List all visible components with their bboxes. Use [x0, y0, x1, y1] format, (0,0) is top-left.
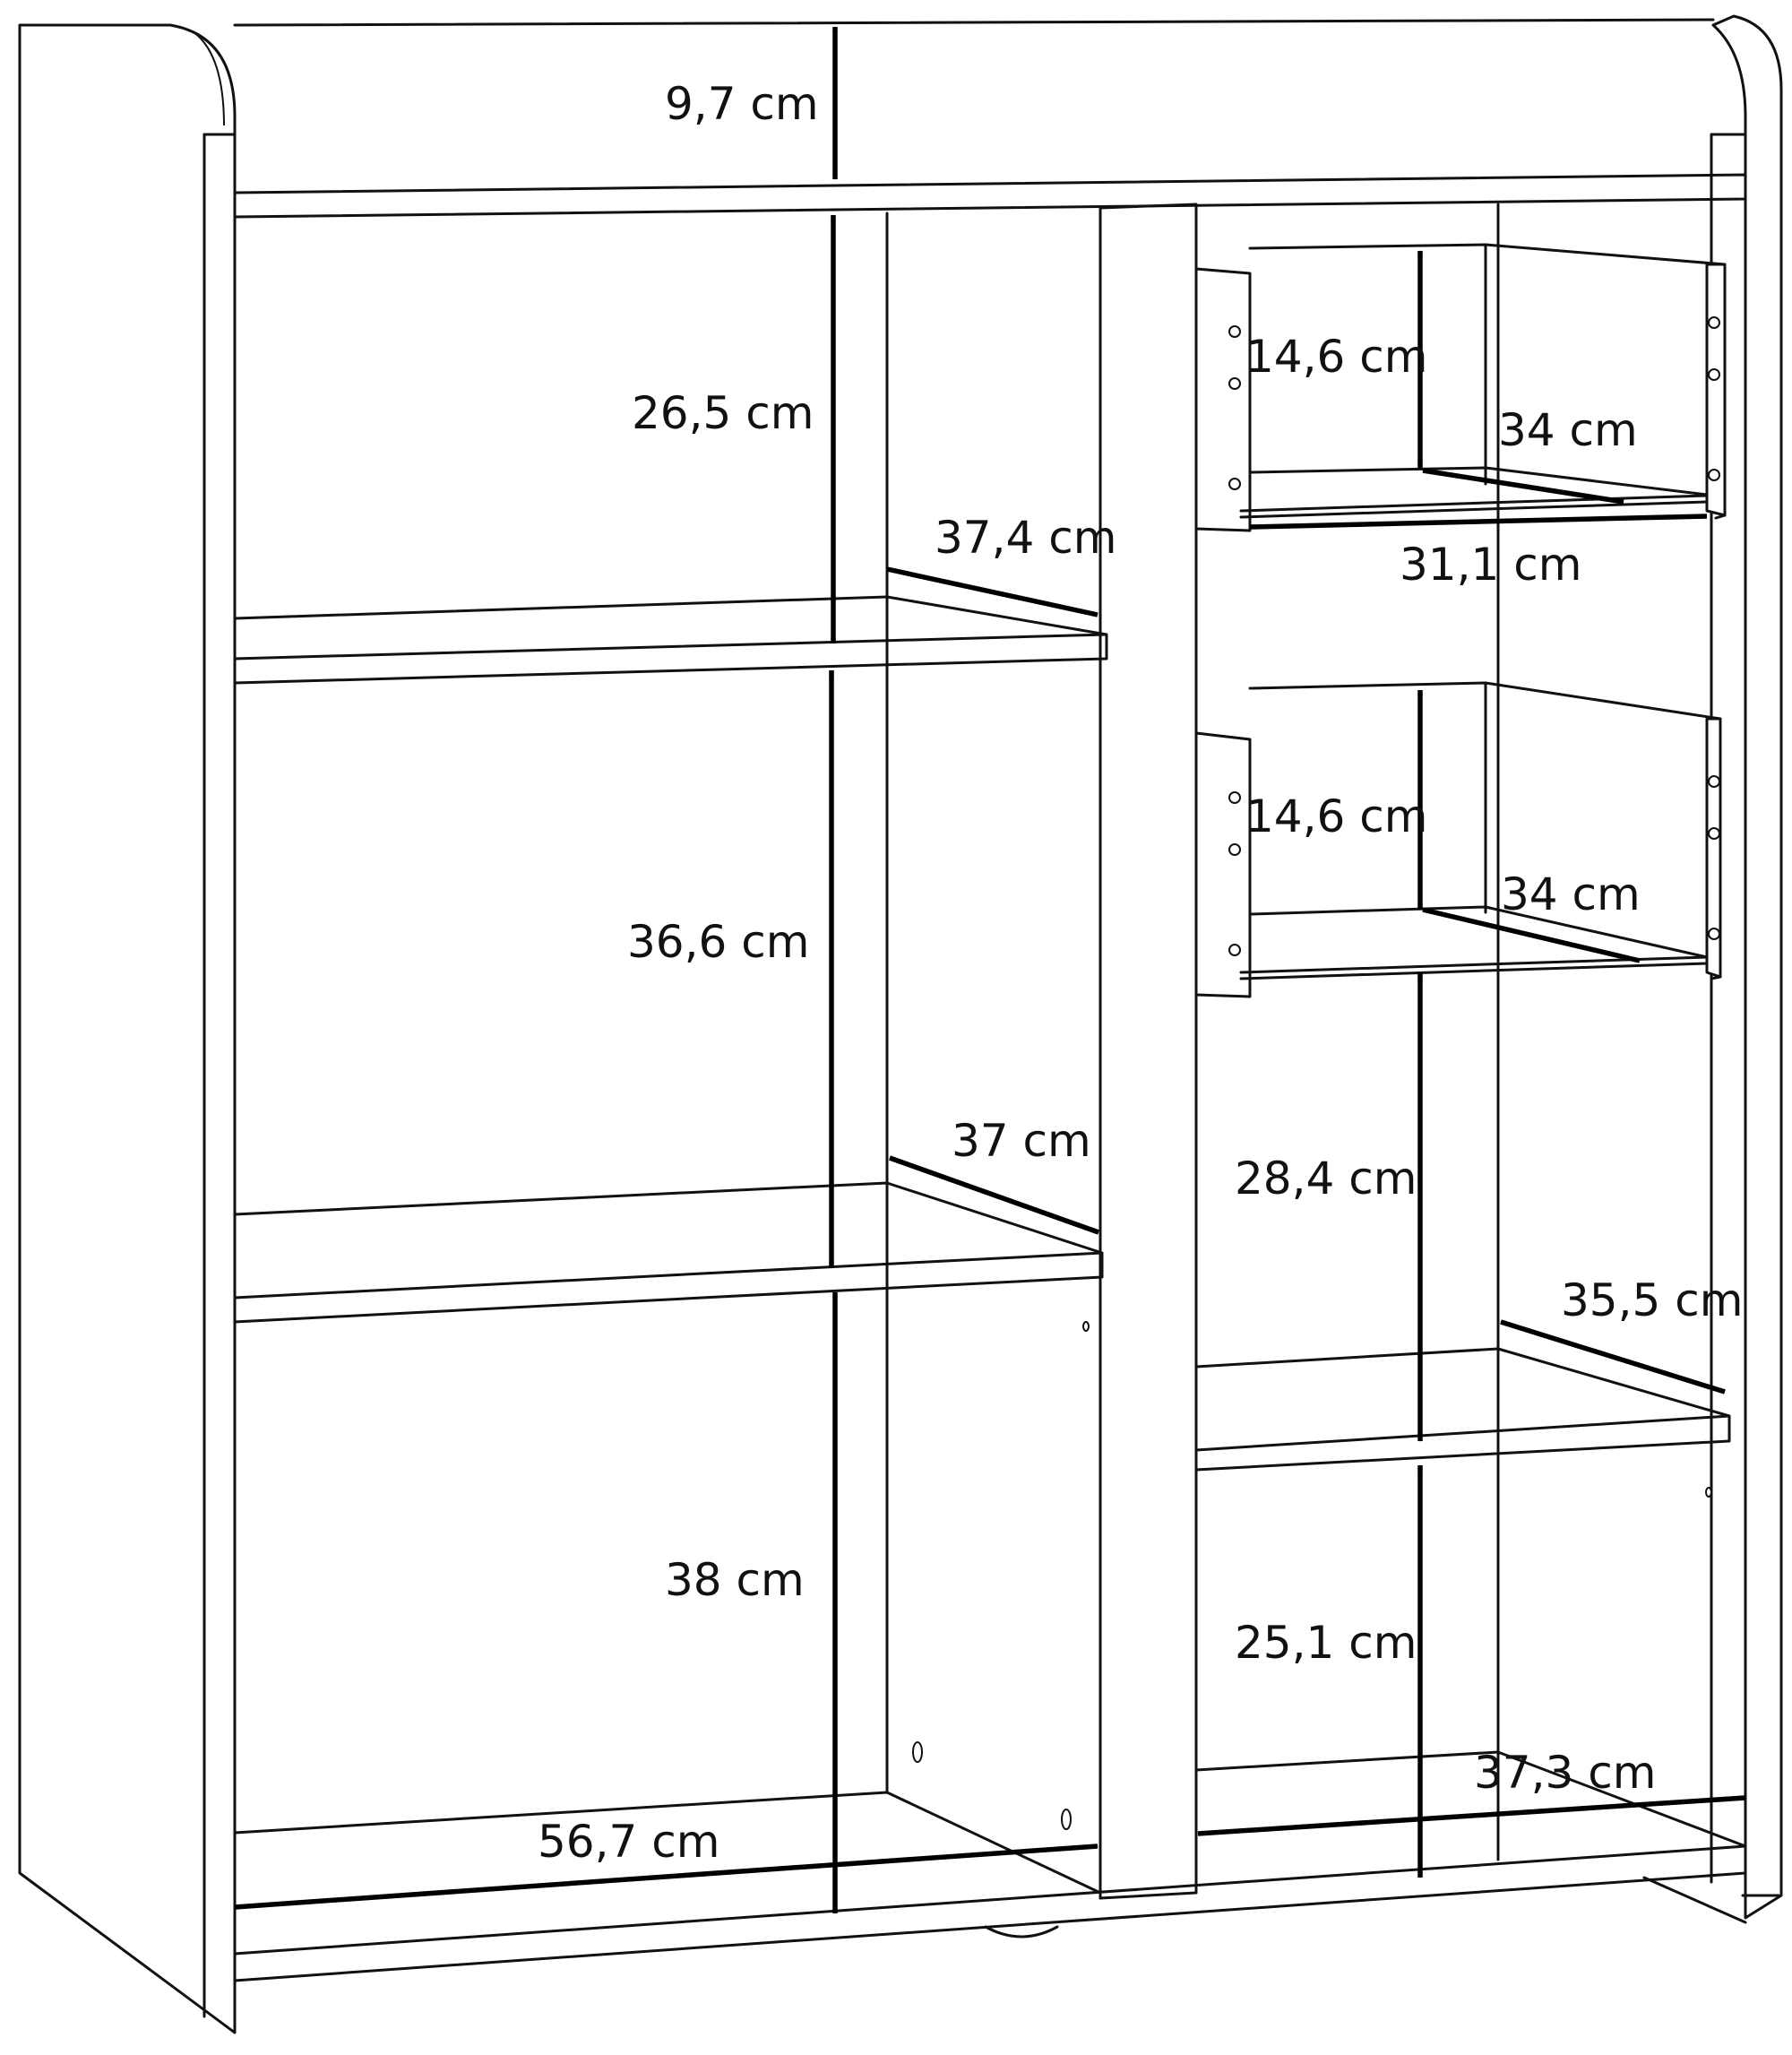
- left-shelf-1: [235, 597, 1107, 683]
- label-right-width: 37,3 cm: [1474, 1747, 1657, 1799]
- hole-4: [1706, 1488, 1711, 1497]
- hole-1: [1083, 1322, 1089, 1331]
- label-left-upper-depth: 37,4 cm: [935, 512, 1117, 564]
- arrow-drawer1-width: [1250, 516, 1707, 527]
- drawer-2-front: [1196, 733, 1250, 997]
- label-drawer2-depth: 34 cm: [1501, 868, 1641, 920]
- top-board: [235, 175, 1745, 217]
- label-left-upper-height: 26,5 cm: [632, 387, 814, 439]
- label-drawer1-height: 14,6 cm: [1245, 331, 1428, 383]
- cabinet-body: [20, 16, 1781, 2033]
- hole-3: [1062, 1809, 1071, 1829]
- label-left-middle-depth: 37 cm: [952, 1115, 1091, 1167]
- dimension-labels: [538, 78, 1743, 1868]
- label-left-middle-height: 36,6 cm: [627, 916, 810, 968]
- label-right-shelf-depth: 35,5 cm: [1561, 1274, 1744, 1326]
- center-divider: [1100, 204, 1196, 1898]
- arrow-drawer1-depth: [1423, 471, 1624, 502]
- arrow-left-upper-depth: [887, 569, 1098, 615]
- drawer-1-front: [1196, 269, 1250, 531]
- label-drawer1-width: 31,1 cm: [1400, 539, 1582, 591]
- left-side-panel: [20, 25, 235, 2033]
- left-shelf-2: [235, 1183, 1102, 1322]
- hole-2: [913, 1742, 922, 1762]
- drawer-1: [1196, 245, 1725, 531]
- label-right-middle-height: 28,4 cm: [1235, 1153, 1417, 1205]
- label-right-bottom-height: 25,1 cm: [1235, 1617, 1417, 1669]
- label-top-gap: 9,7 cm: [665, 78, 819, 130]
- label-drawer2-height: 14,6 cm: [1245, 790, 1428, 842]
- bottom-board: [235, 1846, 1745, 1981]
- label-left-width: 56,7 cm: [538, 1816, 720, 1868]
- label-left-bottom-height: 38 cm: [665, 1554, 805, 1606]
- label-drawer1-depth: 34 cm: [1498, 404, 1638, 456]
